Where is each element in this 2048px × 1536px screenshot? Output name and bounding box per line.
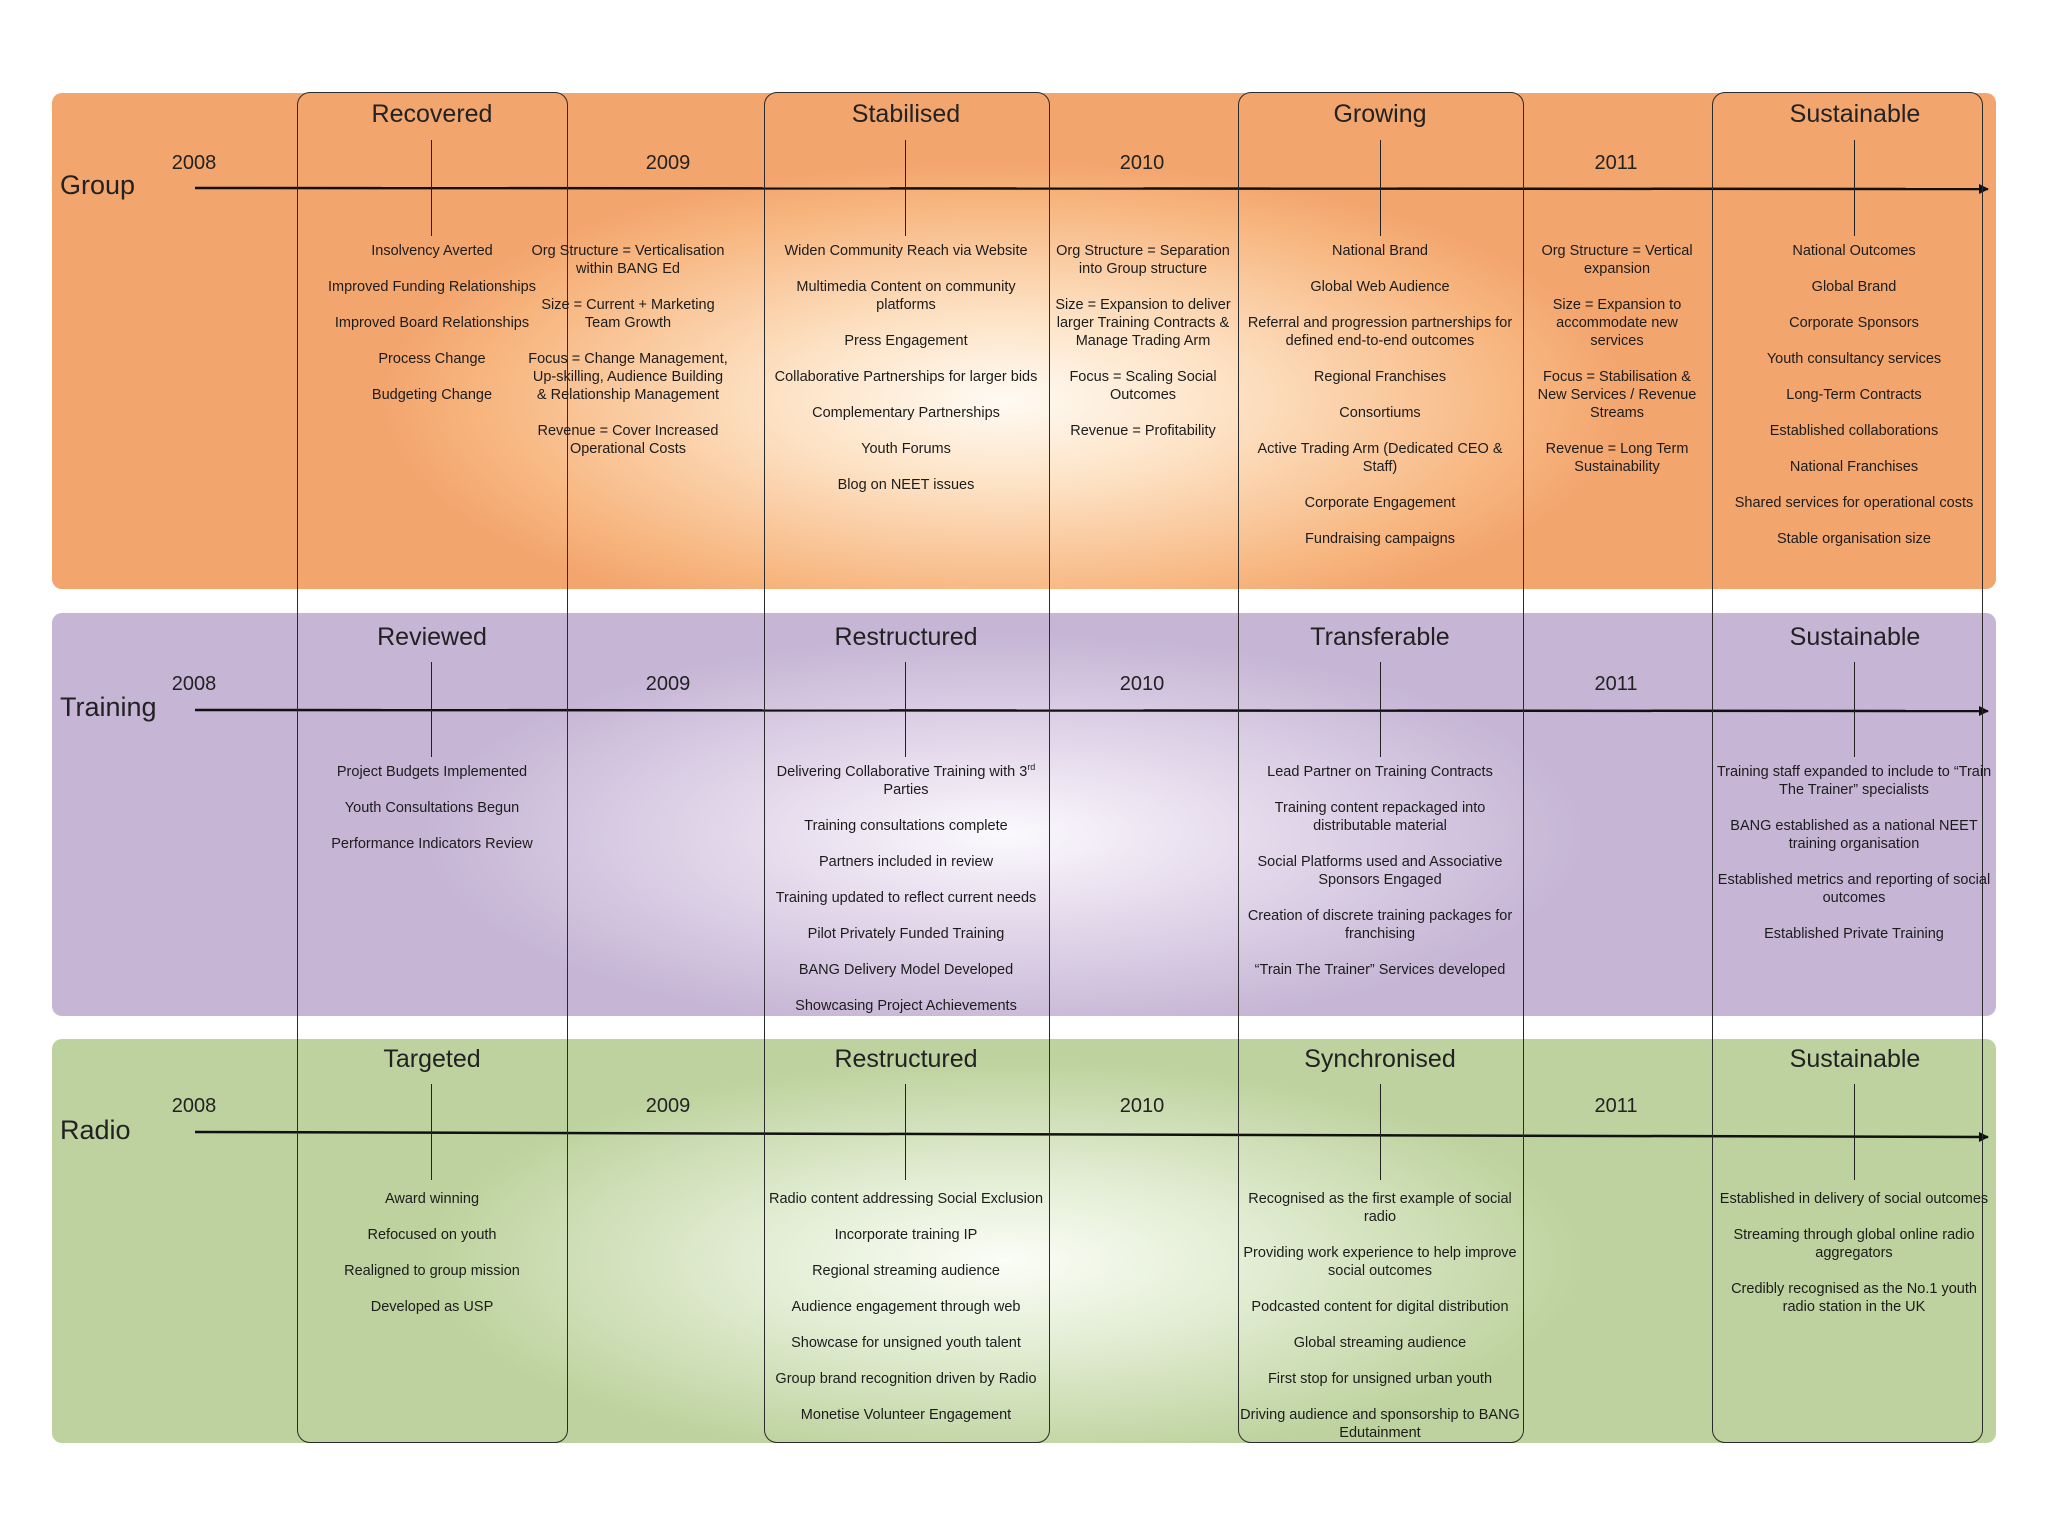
phase-title: Targeted bbox=[383, 1045, 481, 1073]
list-item: Global Brand bbox=[1811, 279, 1897, 295]
phase-tick bbox=[1854, 662, 1855, 757]
list-item: BANG Delivery Model Developed bbox=[798, 962, 1014, 978]
list-item: Focus = Change Management, Up-skilling, Audience Building & Relationship Management bbox=[528, 351, 728, 403]
phase-tick bbox=[1380, 1084, 1381, 1180]
list-item: Corporate Sponsors bbox=[1789, 315, 1919, 331]
group-list-6 bbox=[1530, 242, 1704, 494]
list-item: Shared services for operational costs bbox=[1734, 495, 1974, 511]
list-item: “Train The Trainer” Services developed bbox=[1254, 962, 1506, 978]
list-item: Size = Expansion to accommodate new services bbox=[1552, 297, 1682, 349]
list-item: Established metrics and reporting of social outcomes bbox=[1717, 872, 1991, 906]
list-item: Fundraising campaigns bbox=[1305, 531, 1455, 547]
list-item: Creation of discrete training packages for franchising bbox=[1247, 908, 1513, 942]
list-item: Training updated to reflect current needs bbox=[775, 890, 1037, 906]
phase-tick bbox=[1854, 1084, 1855, 1180]
list-item: Credibly recognised as the No.1 youth radio station in the UK bbox=[1731, 1281, 1977, 1315]
phase-title: Restructured bbox=[834, 623, 978, 651]
list-item: Org Structure = Vertical expansion bbox=[1541, 243, 1693, 277]
list-item: BANG established as a national NEET training organisation bbox=[1730, 818, 1978, 852]
year-2010: 2010 bbox=[1119, 1095, 1165, 1117]
list-item: Showcase for unsigned youth talent bbox=[791, 1335, 1021, 1351]
list-item: Driving audience and sponsorship to BANG Edutainment bbox=[1240, 1407, 1520, 1441]
radio-timeline-arrow bbox=[195, 1132, 1988, 1137]
training-timeline-arrow bbox=[195, 710, 1988, 711]
list-item: Complementary Partnerships bbox=[812, 405, 1000, 421]
year-2011: 2011 bbox=[1594, 152, 1638, 174]
list-item: Award winning bbox=[384, 1191, 480, 1207]
year-2010: 2010 bbox=[1119, 152, 1165, 174]
list-item: Press Engagement bbox=[844, 333, 968, 349]
list-item: Youth consultancy services bbox=[1766, 351, 1942, 367]
list-item: Providing work experience to help improve social outcomes bbox=[1243, 1245, 1517, 1279]
phase-title: Synchronised bbox=[1304, 1045, 1456, 1073]
training-list-7 bbox=[1713, 763, 1995, 961]
list-item: Consortiums bbox=[1339, 405, 1421, 421]
list-item: Corporate Engagement bbox=[1304, 495, 1456, 511]
list-item: Refocused on youth bbox=[367, 1227, 497, 1243]
phase-tick bbox=[1854, 140, 1855, 236]
training-list-3 bbox=[765, 763, 1047, 1033]
row-label-radio: Radio bbox=[60, 1115, 131, 1145]
list-item: Training consultations complete bbox=[804, 818, 1008, 834]
list-item: Multimedia Content on community platforms bbox=[796, 279, 1016, 313]
list-item: Training staff expanded to include to “Train The Trainer” specialists bbox=[1716, 764, 1992, 798]
list-item: Improved Board Relationships bbox=[334, 315, 530, 331]
radio-list-1 bbox=[291, 1190, 573, 1334]
list-item: Monetise Volunteer Engagement bbox=[800, 1407, 1012, 1423]
list-item: Global streaming audience bbox=[1293, 1335, 1467, 1351]
list-item: Referral and progression partnerships for defined end-to-end outcomes bbox=[1247, 315, 1513, 349]
list-item: Streaming through global online radio aggregators bbox=[1733, 1227, 1975, 1261]
list-item: Blog on NEET issues bbox=[837, 477, 975, 493]
radio-list-7 bbox=[1713, 1190, 1995, 1334]
phase-tick bbox=[905, 1084, 906, 1180]
list-item: Partners included in review bbox=[818, 854, 994, 870]
phase-tick bbox=[905, 140, 906, 236]
year-2009: 2009 bbox=[645, 673, 691, 695]
year-2008: 2008 bbox=[171, 1095, 217, 1117]
list-item: Org Structure = Verticalisation within BANG Ed bbox=[531, 243, 725, 277]
phase-title: Reviewed bbox=[377, 623, 487, 651]
list-item: Established in delivery of social outcomes bbox=[1719, 1191, 1989, 1207]
group-list-2 bbox=[528, 242, 728, 476]
training-list-5 bbox=[1239, 763, 1521, 997]
list-item: Developed as USP bbox=[370, 1299, 494, 1315]
list-item: First stop for unsigned urban youth bbox=[1267, 1371, 1493, 1387]
list-item: Focus = Stabilisation & New Services / Revenue Streams bbox=[1537, 369, 1697, 421]
phase-tick bbox=[1380, 140, 1381, 236]
list-item: Regional streaming audience bbox=[812, 1263, 1000, 1279]
list-item: Stable organisation size bbox=[1777, 531, 1931, 547]
list-item: National Brand bbox=[1332, 243, 1428, 259]
list-item: Showcasing Project Achievements bbox=[795, 998, 1017, 1014]
list-item: Process Change bbox=[378, 351, 486, 367]
group-list-5 bbox=[1239, 242, 1521, 566]
list-item: Improved Funding Relationships bbox=[328, 279, 536, 295]
list-item: Lead Partner on Training Contracts bbox=[1267, 764, 1493, 780]
list-item: Group brand recognition driven by Radio bbox=[775, 1371, 1037, 1387]
list-item: Project Budgets Implemented bbox=[336, 764, 528, 780]
list-item: Social Platforms used and Associative Sponsors Engaged bbox=[1257, 854, 1503, 888]
group-list-3 bbox=[765, 242, 1047, 512]
list-item: Revenue = Long Term Sustainability bbox=[1545, 441, 1689, 475]
list-item: Widen Community Reach via Website bbox=[784, 243, 1028, 259]
list-item: Regional Franchises bbox=[1313, 369, 1447, 385]
list-item: Global Web Audience bbox=[1310, 279, 1450, 295]
list-item: Training content repackaged into distributable material bbox=[1274, 800, 1486, 834]
phase-tick bbox=[431, 140, 432, 236]
year-2010: 2010 bbox=[1119, 673, 1165, 695]
phase-tick bbox=[431, 662, 432, 757]
list-item: Audience engagement through web bbox=[791, 1299, 1021, 1315]
list-item: Incorporate training IP bbox=[834, 1227, 978, 1243]
list-item: Focus = Scaling Social Outcomes bbox=[1069, 369, 1217, 403]
radio-list-3 bbox=[765, 1190, 1047, 1442]
phase-title: Recovered bbox=[371, 100, 493, 128]
phase-title: Sustainable bbox=[1789, 100, 1921, 128]
list-item: Budgeting Change bbox=[371, 387, 493, 403]
list-item: Org Structure = Separation into Group structure bbox=[1056, 243, 1230, 277]
phase-tick bbox=[431, 1084, 432, 1180]
list-item: Podcasted content for digital distribution bbox=[1251, 1299, 1509, 1315]
list-item: Performance Indicators Review bbox=[331, 836, 533, 852]
year-2009: 2009 bbox=[645, 1095, 691, 1117]
training-list-1 bbox=[291, 763, 573, 871]
list-item: Radio content addressing Social Exclusion bbox=[768, 1191, 1044, 1207]
phase-tick bbox=[1380, 662, 1381, 757]
list-item: Insolvency Averted bbox=[371, 243, 493, 259]
list-item: Collaborative Partnerships for larger bids bbox=[774, 369, 1038, 385]
list-item: Youth Consultations Begun bbox=[344, 800, 520, 816]
phase-title: Transferable bbox=[1310, 623, 1450, 651]
row-label-group: Group bbox=[60, 170, 136, 200]
year-2011: 2011 bbox=[1594, 673, 1638, 695]
row-label-training: Training bbox=[60, 692, 157, 722]
list-item: Delivering Collaborative Training with 3rd Parties bbox=[776, 762, 1036, 798]
list-item: Recognised as the first example of social radio bbox=[1248, 1191, 1512, 1225]
list-item: Active Trading Arm (Dedicated CEO & Staff) bbox=[1257, 441, 1503, 475]
list-item: Size = Current + Marketing Team Growth bbox=[541, 297, 715, 331]
group-timeline-arrow bbox=[195, 188, 1988, 189]
list-item: Size = Expansion to deliver larger Training Contracts & Manage Trading Arm bbox=[1055, 297, 1231, 349]
list-item: Established Private Training bbox=[1764, 926, 1944, 942]
phase-title: Growing bbox=[1333, 100, 1427, 128]
list-item: Established collaborations bbox=[1769, 423, 1939, 439]
group-list-7 bbox=[1713, 242, 1995, 566]
year-2009: 2009 bbox=[645, 152, 691, 174]
year-2011: 2011 bbox=[1594, 1095, 1638, 1117]
year-2008: 2008 bbox=[171, 152, 217, 174]
phase-title: Sustainable bbox=[1789, 1045, 1921, 1073]
list-item: National Franchises bbox=[1789, 459, 1919, 475]
list-item: Revenue = Profitability bbox=[1070, 423, 1216, 439]
radio-list-5 bbox=[1239, 1190, 1521, 1460]
list-item: National Outcomes bbox=[1792, 243, 1916, 259]
list-item: Long-Term Contracts bbox=[1786, 387, 1922, 403]
phase-tick bbox=[905, 662, 906, 757]
group-list-4 bbox=[1050, 242, 1236, 458]
phase-title: Stabilised bbox=[851, 100, 961, 128]
list-item: Pilot Privately Funded Training bbox=[807, 926, 1005, 942]
list-item: Realigned to group mission bbox=[344, 1263, 520, 1279]
list-item: Revenue = Cover Increased Operational Costs bbox=[537, 423, 719, 457]
year-2008: 2008 bbox=[171, 673, 217, 695]
list-item: Youth Forums bbox=[861, 441, 951, 457]
phase-title: Restructured bbox=[834, 1045, 978, 1073]
phase-title: Sustainable bbox=[1789, 623, 1921, 651]
